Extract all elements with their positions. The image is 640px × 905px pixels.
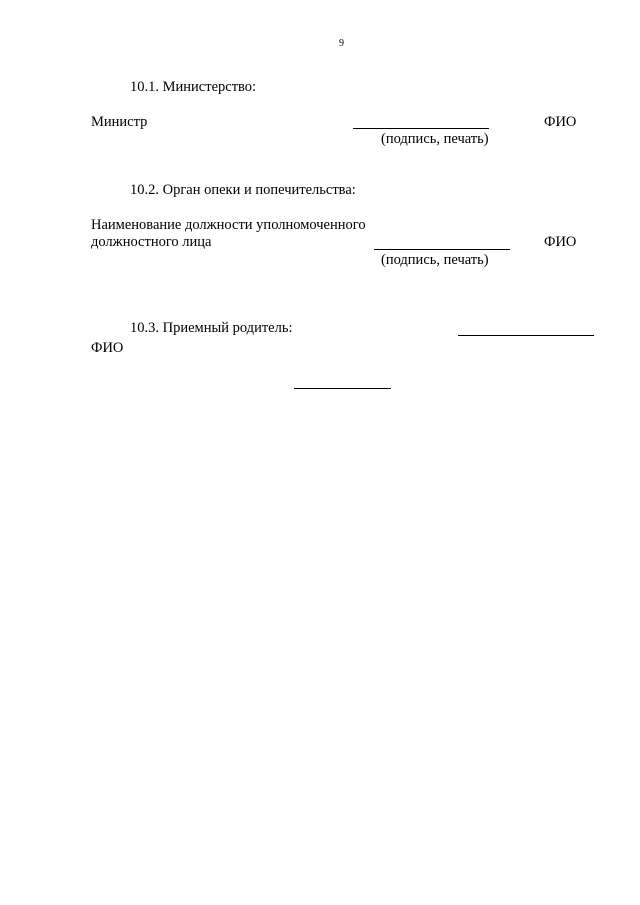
page-number: 9 bbox=[339, 38, 344, 49]
section-2-role-label-line1: Наименование должности уполномоченного bbox=[91, 217, 366, 233]
section-1-role-label: Министр bbox=[91, 114, 148, 130]
section-1-signature-line bbox=[353, 128, 489, 129]
section-2-heading: 10.2. Орган опеки и попечительства: bbox=[130, 182, 356, 198]
end-of-document-rule bbox=[294, 388, 391, 389]
section-2-signature-caption: (подпись, печать) bbox=[381, 252, 489, 268]
section-1-heading: 10.1. Министерство: bbox=[130, 79, 257, 95]
section-2-name-label: ФИО bbox=[544, 234, 577, 250]
section-2-role-label-line2: должностного лица bbox=[91, 234, 212, 250]
section-3-heading: 10.3. Приемный родитель: bbox=[130, 320, 293, 336]
section-3-name-label: ФИО bbox=[91, 340, 124, 356]
section-2-signature-line bbox=[374, 249, 510, 250]
section-3-signature-line bbox=[458, 335, 594, 336]
section-1-name-label: ФИО bbox=[544, 114, 577, 130]
section-1-signature-caption: (подпись, печать) bbox=[381, 131, 489, 147]
